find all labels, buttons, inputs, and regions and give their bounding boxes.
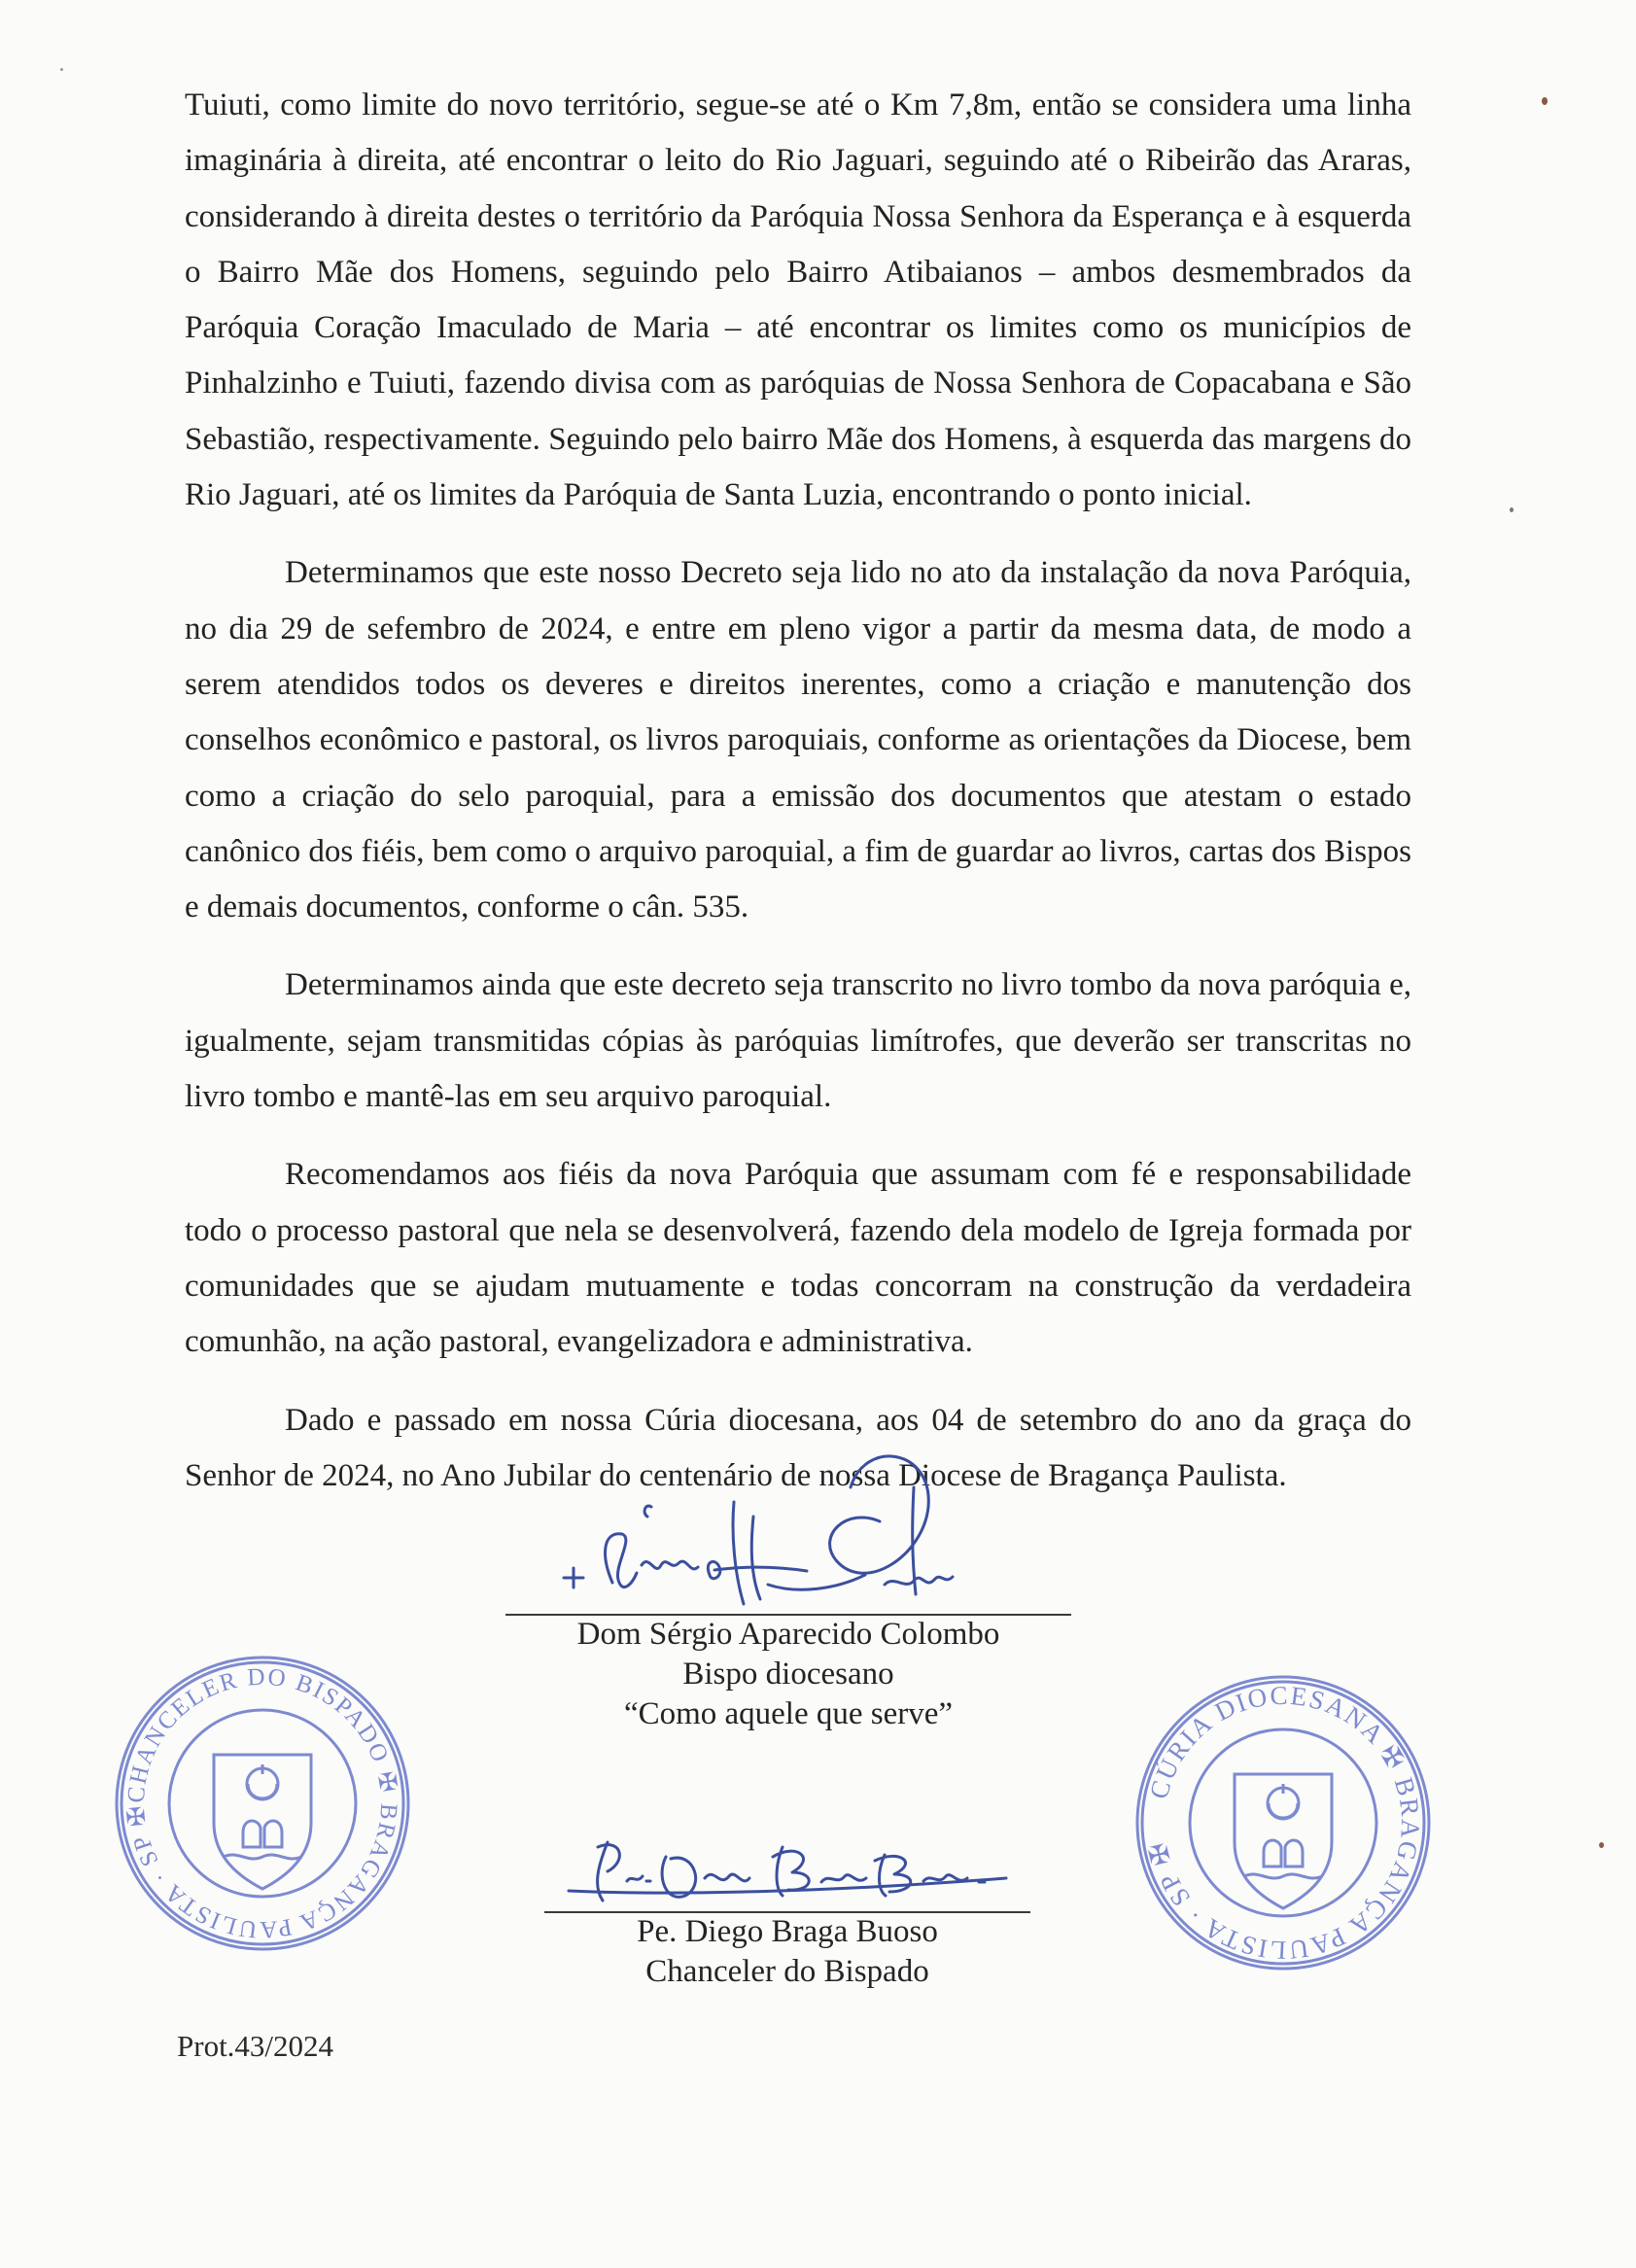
curia-seal xyxy=(1128,1667,1439,1978)
scan-speck xyxy=(1599,1842,1604,1848)
curia-seal-text: CÚRIA DIOCESANA ✠ BRAGANÇA PAULISTA · SP ✠ xyxy=(1142,1680,1426,1966)
chancellor-name: Pe. Diego Braga Buoso xyxy=(637,1914,938,1949)
bishop-role: Bispo diocesano xyxy=(682,1657,894,1692)
paragraph-recommendation: Recomendamos aos fiéis da nova Paróquia que assumam com fé e responsabilidade todo o processo pastoral que nela se desenvolverá, fazendo dela modelo de Igreja formada por comunidades que se ajudam mutuamente e todas concorram na construção da verdadeira comunhão, na ação pastoral, evangelizadora e administrativa. xyxy=(185,1157,1411,1360)
paragraph-installation: Determinamos que este nosso Decreto seja lido no ato da instalação da nova Paróquia, no dia 29 de sefembro de 2024, e entre em pleno vigor a partir da mesma data, de modo a serem atendidos todos os deveres e direitos inerentes, como a criação e manutenção dos conselhos econômico e pastoral, os livros paroquiais, conforme as orientações da Diocese, bem como a criação do selo paroquial, para a emissão dos documentos que atestam o estado canônico dos fiéis, bem como o arquivo paroquial, a fim de guardar ao livros, cartas dos Bispos e demais documentos, conforme o cân. 535. xyxy=(185,555,1411,925)
protocol-number: Prot.43/2024 xyxy=(177,2029,334,2063)
bishop-signature-block xyxy=(505,1615,1071,1734)
chancellor-seal-text: CHANCELER DO BISPADO ✠ BRAGANÇA PAULISTA · SP ✠ xyxy=(122,1663,402,1943)
chancellor-seal xyxy=(107,1648,418,1959)
paragraph-territory-limits: Tuiuti, como limite do novo território, segue-se até o Km 7,8m, então se considera uma linha imaginária à direita, até encontrar o leito do Rio Jaguari, seguindo até o Ribeirão das Araras, considerando à direita destes o território da Paróquia Nossa Senhora da Esperança e à esquerda o Bairro Mãe dos Homens, seguindo pelo Bairro Atibaianos – ambos desmembrados da Paróquia Coração Imaculado de Maria – até encontrar os limites como os municípios de Pinhalzinho e Tuiuti, fazendo divisa com as paróquias de Nossa Senhora de Copacabana e São Sebastião, respectivamente. Seguindo pelo bairro Mãe dos Homens, à esquerda das margens do Rio Jaguari, até os limites da Paróquia de Santa Luzia, encontrando o ponto inicial. xyxy=(185,87,1411,513)
chancellor-signature-block xyxy=(544,1912,1030,1992)
bishop-signature xyxy=(544,1448,992,1614)
scan-speck xyxy=(1542,97,1548,105)
svg-text:CHANCELER DO BISPADO ✠ BRAGANÇ xyxy=(123,1664,402,1943)
bishop-name: Dom Sérgio Aparecido Colombo xyxy=(576,1617,1000,1652)
decree-body xyxy=(185,78,1411,1504)
chancellor-role: Chanceler do Bispado xyxy=(645,1954,929,1989)
scan-speck xyxy=(60,68,63,71)
paragraph-transcription: Determinamos ainda que este decreto seja transcrito no livro tombo da nova paróquia e, igualmente, sejam transmitidas cópias às paróquias limítrofes, que deverão ser transcritas no livro tombo e mantê-las em seu arquivo paroquial. xyxy=(185,967,1411,1115)
paragraph-given: Dado e passado em nossa Cúria diocesana, aos 04 de setembro do ano da graça do Senhor de 2024, no Ano Jubilar do centenário de nossa Diocese de Bragança Paulista. xyxy=(185,1402,1411,1493)
chancellor-signature xyxy=(559,1828,1016,1915)
bishop-motto: “Como aquele que serve” xyxy=(623,1696,954,1731)
scan-speck xyxy=(1510,507,1514,512)
